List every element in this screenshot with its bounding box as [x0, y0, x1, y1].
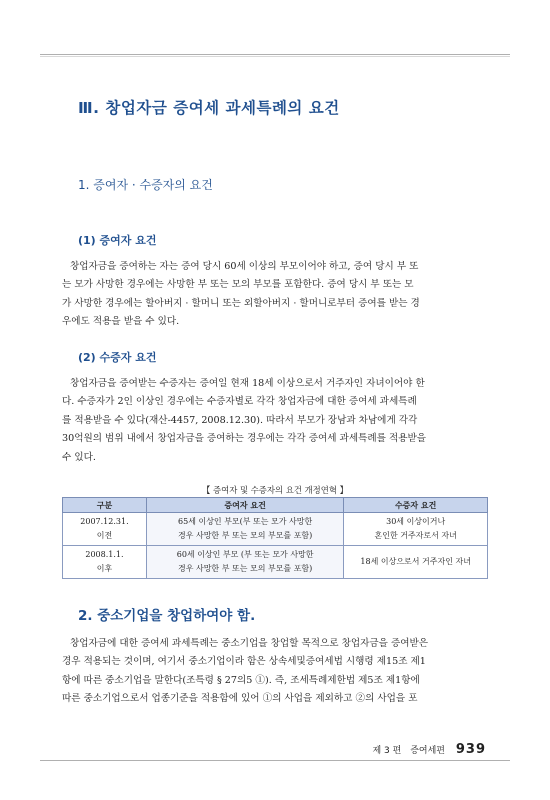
- paragraph-line: 창업자금을 증여하는 자는 증여 당시 60세 이상의 부모이어야 하고, 증여 당시 부 또: [70, 261, 419, 272]
- section-1-title: 1. 증여자 · 수증자의 요건: [78, 178, 213, 192]
- paragraph-line: 다. 수증자가 2인 이상인 경우에는 수증자별로 각각 창업자금에 대한 증여세 과세특례: [62, 396, 417, 408]
- paragraph-line: 따른 중소기업으로서 업종기준을 적용함에 있어 ①의 사업을 제외하고 ②의 사업을 포: [62, 693, 418, 705]
- period-line: 2007.12.31.: [80, 517, 129, 526]
- donor-line: 60세 이상인 부모 (부 또는 모가 사망한: [176, 550, 314, 559]
- table-header-row: [63, 498, 488, 513]
- paragraph-line: 창업자금을 증여받는 수증자는 증여일 현재 18세 이상으로서 거주자인 자녀이어야 한: [70, 378, 425, 389]
- subsection-2-title: (2) 수증자 요건: [78, 351, 157, 364]
- revision-history-table: [62, 497, 488, 579]
- top-rule: [40, 54, 510, 55]
- footer-part: 제 3 편: [372, 746, 402, 756]
- header-donor: 증여자 요건: [146, 498, 343, 513]
- donor-cell: [146, 546, 343, 579]
- page-footer: [372, 742, 486, 757]
- table-caption: 【 증여자 및 수증자의 요건 개정연혁 】: [202, 485, 348, 495]
- table-row: [63, 546, 488, 579]
- chapter-title: Ⅲ. 창업자금 증여세 과세특례의 요건: [78, 99, 340, 117]
- paragraph-line: 항에 따른 중소기업을 말한다(조특령 § 27의5 ①). 즉, 조세특례제한법 제5조 제1항에: [62, 674, 420, 686]
- paragraph-line: 창업자금에 대한 증여세 과세특례는 중소기업을 창업할 목적으로 창업자금을 증여받은: [70, 638, 429, 649]
- paragraph-line: 30억원의 범위 내에서 창업자금을 증여하는 경우에는 각각 증여세 과세특례를 적용받을: [62, 433, 427, 445]
- paragraph-line: 수 있다.: [62, 451, 96, 463]
- paragraph-line: 우에도 적용을 받을 수 있다.: [62, 316, 180, 328]
- period-line: 2008.1.1.: [85, 550, 124, 559]
- subsection-2-paragraph: [62, 375, 488, 467]
- section-2-paragraph: [62, 635, 488, 709]
- paragraph-line: 를 적용받을 수 있다(재산-4457, 2008.12.30). 따라서 부모가 장남과 차남에게 각각: [62, 414, 418, 426]
- donor-line: 경우 사망한 부 또는 모의 부모를 포함): [177, 564, 313, 573]
- subsection-1-title: (1) 증여자 요건: [78, 234, 157, 247]
- period-cell: [63, 546, 147, 579]
- paragraph-line: 가 사망한 경우에는 할아버지 · 할머니 또는 외할아버지 · 할머니로부터 증여를 받는 경: [62, 297, 420, 309]
- paragraph-line: 경우 적용되는 것이며, 여기서 중소기업이라 함은 상속세및증여세법 시행령 제15조 제1: [62, 656, 426, 668]
- donor-cell: [146, 513, 343, 546]
- table-row: [63, 513, 488, 546]
- donor-line: 경우 사망한 부 또는 모의 부모를 포함): [177, 531, 313, 540]
- period-cell: [63, 513, 147, 546]
- donee-cell: [344, 546, 488, 579]
- page-number: 939: [455, 742, 486, 757]
- donee-line: 혼인한 거주자로서 자녀: [374, 531, 457, 540]
- paragraph-line: 는 모가 사망한 경우에는 사망한 부 또는 모의 부모를 포함한다. 증여 당시 부 또는 모: [62, 279, 414, 291]
- section-2-title: 2. 중소기업을 창업하여야 함.: [78, 608, 256, 624]
- footer-part-name: 증여세편: [410, 746, 445, 756]
- donee-cell: [344, 513, 488, 546]
- donor-line: 65세 이상인 부모(부 또는 모가 사망한: [178, 517, 313, 526]
- header-donee: 수증자 요건: [344, 498, 488, 513]
- period-line: 이전: [96, 531, 113, 540]
- donee-line: 18세 이상으로서 거주자인 자녀: [360, 557, 471, 566]
- top-rule-inner: [40, 56, 510, 57]
- bottom-rule: [40, 760, 510, 761]
- subsection-1-paragraph: [62, 258, 488, 332]
- header-category: 구분: [63, 498, 147, 513]
- period-line: 이후: [96, 564, 113, 573]
- donee-line: 30세 이상이거나: [386, 517, 446, 526]
